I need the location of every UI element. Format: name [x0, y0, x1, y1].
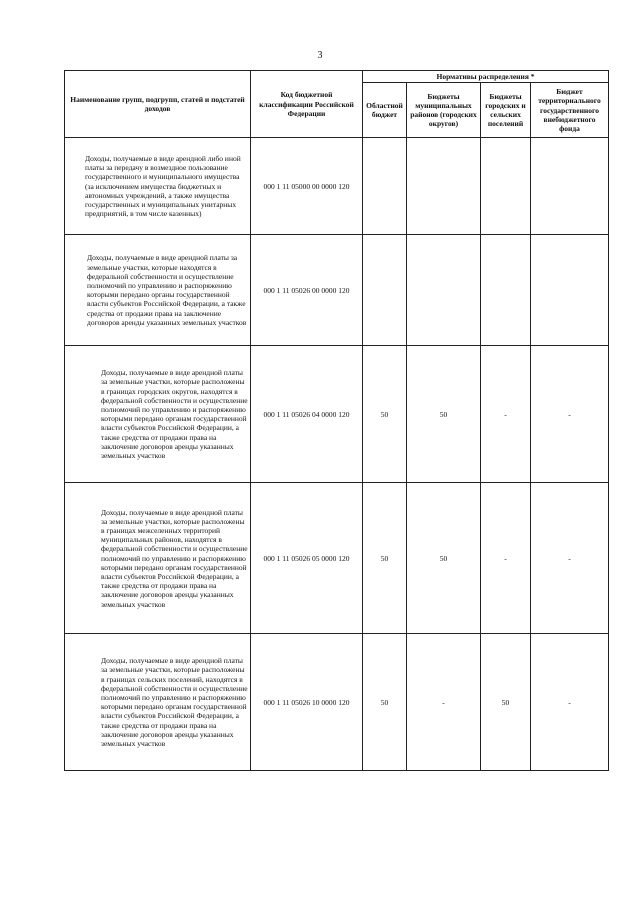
header-settlements-budget: Бюджеты городских и сельских поселений — [481, 83, 531, 138]
header-extrabudgetary-fund: Бюджет территориального государственного внебюджетного фонда — [531, 83, 609, 138]
row-code: 000 1 11 05026 10 0000 120 — [251, 634, 363, 771]
revenue-distribution-table — [64, 70, 609, 771]
row-value-regional: 50 — [363, 346, 407, 483]
row-name: Доходы, получаемые в виде арендной платы за земельные участки, которые расположены в границах городских округов, находятся в федеральной собственности и осуществление полномочий по управлению и распоряжению которыми передано органам государственной власти субъектов Российской Федерации, а также средства от продажи права на заключение договоров аренды указанных земельных участков — [65, 346, 251, 483]
table-row — [65, 346, 609, 483]
row-value-settlements — [481, 235, 531, 346]
row-value-fund: - — [531, 346, 609, 483]
table-row — [65, 235, 609, 346]
page-number: 3 — [317, 50, 323, 61]
row-value-settlements: - — [481, 346, 531, 483]
row-value-regional: 50 — [363, 483, 407, 634]
row-value-settlements: - — [481, 483, 531, 634]
header-code-column: Код бюджетной классификации Российской Федерации — [251, 71, 363, 138]
row-value-regional — [363, 235, 407, 346]
row-value-municipal: 50 — [407, 346, 481, 483]
row-value-municipal — [407, 235, 481, 346]
row-value-regional: 50 — [363, 634, 407, 771]
table-row — [65, 138, 609, 235]
row-value-municipal: - — [407, 634, 481, 771]
row-value-fund: - — [531, 634, 609, 771]
row-name: Доходы, получаемые в виде арендной платы за земельные участки, которые находятся в федеральной собственности и осуществление полномочий по управлению и распоряжению которыми передано органы государственной власти субъектов Российской Федерации, а также средства от продажи права на заключение договоров аренды указанных земельных участков — [65, 235, 251, 346]
row-code: 000 1 11 05000 00 0000 120 — [251, 138, 363, 235]
row-code: 000 1 11 05026 04 0000 120 — [251, 346, 363, 483]
header-municipal-districts-budget: Бюджеты муниципальных районов (городских округов) — [407, 83, 481, 138]
header-regional-budget: Областной бюджет — [363, 83, 407, 138]
row-value-regional — [363, 138, 407, 235]
row-value-fund: - — [531, 483, 609, 634]
row-value-fund — [531, 138, 609, 235]
table-row — [65, 483, 609, 634]
row-code: 000 1 11 05026 05 0000 120 — [251, 483, 363, 634]
row-name: Доходы, получаемые в виде арендной либо иной платы за передачу в возмездное пользование государственного и муниципального имущества (за исключением имущества бюджетных и автономных учреждений, а также имущества государственных и муниципальных унитарных предприятий, в том числе казенных) — [65, 138, 251, 235]
row-value-municipal: 50 — [407, 483, 481, 634]
row-value-fund — [531, 235, 609, 346]
row-name: Доходы, получаемые в виде арендной платы за земельные участки, которые расположены в границах межселенных территорий муниципальных районов, находятся в федеральной собственности и осуществление полномочий по управлению и распоряжению которыми передано органам государственной власти субъектов Российской Федерации, а также средства от продажи права на заключение договоров аренды указанных земельных участков — [65, 483, 251, 634]
table-row — [65, 634, 609, 771]
header-distribution-group: Нормативы распределения * — [363, 71, 609, 83]
row-value-municipal — [407, 138, 481, 235]
row-value-settlements: 50 — [481, 634, 531, 771]
row-value-settlements — [481, 138, 531, 235]
header-name-column: Наименование групп, подгрупп, статей и подстатей доходов — [65, 71, 251, 138]
row-name: Доходы, получаемые в виде арендной платы за земельные участки, которые расположены в границах сельских поселений, находятся в федеральной собственности и осуществление полномочий по управлению и распоряжению которыми передано органам государственной власти субъектов Российской Федерации, а также средства от продажи права на заключение договоров аренды указанных земельных участков — [65, 634, 251, 771]
row-code: 000 1 11 05026 00 0000 120 — [251, 235, 363, 346]
